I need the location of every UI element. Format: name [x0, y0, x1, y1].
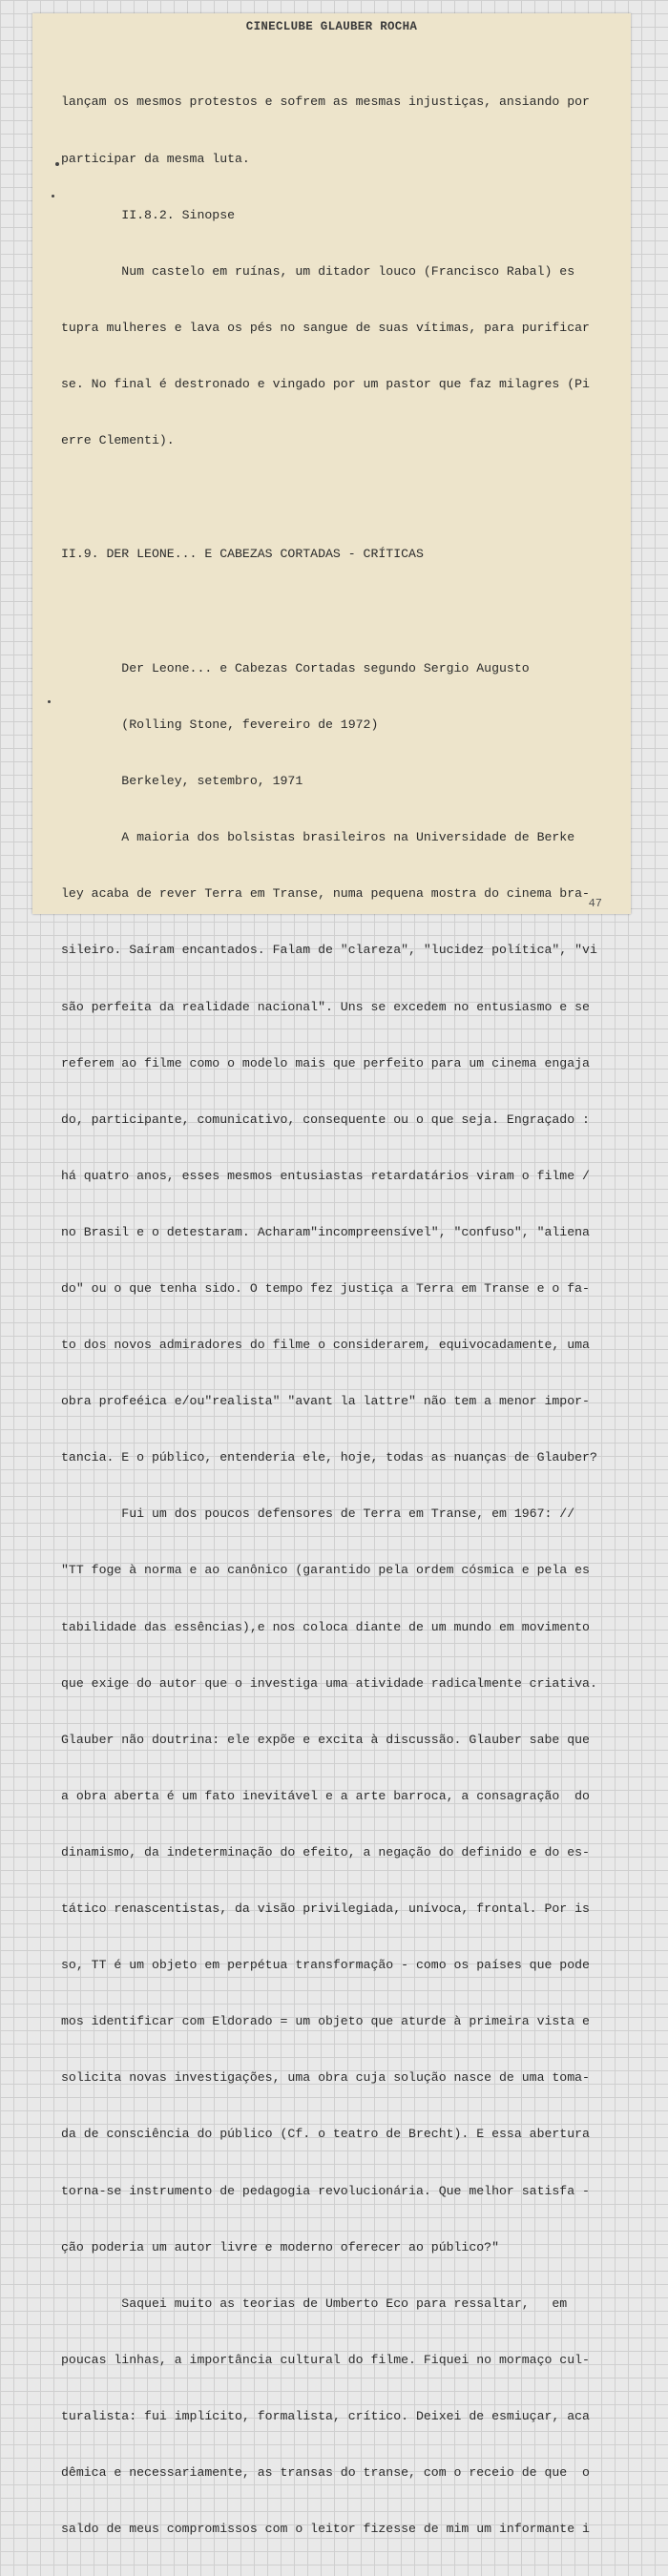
document-page	[32, 13, 631, 2537]
text-line: do, participante, comunicativo, consequente ou o que seja. Engraçado :	[61, 1111, 590, 1127]
text-line: que exige do autor que o investiga uma atividade radicalmente criativa.	[61, 1675, 597, 1691]
text-line: participar da mesma luta.	[61, 151, 250, 166]
text-line: tancia. E o público, entenderia ele, hoje, todas as nuanças de Glauber?	[61, 1450, 597, 1465]
text-line: tupra mulheres e lava os pés no sangue de suas vítimas, para purificar	[61, 320, 590, 335]
text-line: Fui um dos poucos defensores de Terra em Transe, em 1967: //	[61, 1506, 575, 1522]
ink-dot	[48, 700, 51, 703]
text-line: tático renascentistas, da visão privilegiada, unívoca, frontal. Por is	[61, 1901, 590, 1917]
text-line: "TT foge à norma e ao canônico (garantido pela ordem cósmica e pela es	[61, 1563, 590, 1578]
text-line: ção poderia um autor livre e moderno oferecer ao público?"	[61, 2239, 499, 2254]
text-line: so, TT é um objeto em perpétua transformação - como os países que pode	[61, 1958, 590, 1973]
text-line: (Rolling Stone, fevereiro de 1972)	[61, 717, 379, 733]
text-line: no Brasil e o detestaram. Acharam"incompreensível", "confuso", "aliena	[61, 1224, 590, 1239]
text-line: II.8.2. Sinopse	[61, 207, 236, 222]
text-line: poucas linhas, a importância cultural do filme. Fiquei no mormaço cul-	[61, 2352, 590, 2367]
text-line: saldo de meus compromissos com o leitor fizesse de mim um informante i	[61, 2522, 590, 2537]
text-line: lançam os mesmos protestos e sofrem as mesmas injustiças, ansiando por	[61, 94, 590, 110]
text-line: do" ou o que tenha sido. O tempo fez justiça a Terra em Transe e o fa-	[61, 1281, 590, 1296]
text-line: da de consciência do público (Cf. o teatro de Brecht). E essa abertura	[61, 2127, 590, 2142]
text-line: sileiro. Saíram encantados. Falam de "clareza", "lucidez política", "vi	[61, 943, 597, 958]
text-line: se. No final é destronado e vingado por um pastor que faz milagres (Pi	[61, 376, 590, 391]
section-heading-criticas: II.9. DER LEONE... E CABEZAS CORTADAS - CRÍTICAS	[61, 547, 424, 562]
text-line: mos identificar com Eldorado = um objeto que aturde à primeira vista e	[61, 2014, 590, 2029]
page-header: CINECLUBE GLAUBER ROCHA	[245, 20, 418, 33]
section-heading-sinopse	[61, 206, 605, 225]
ink-dot	[52, 195, 54, 197]
ink-dot	[55, 162, 59, 166]
text-line: Num castelo em ruínas, um ditador louco (Francisco Rabal) es	[61, 263, 575, 279]
text-line: dêmica e necessariamente, as transas do transe, com o receio de que o	[61, 2464, 590, 2480]
text-line: tabilidade das essências),e nos coloca diante de um mundo em movimento	[61, 1619, 590, 1634]
text-line: ley acaba de rever Terra em Transe, numa pequena mostra do cinema bra-	[61, 886, 590, 902]
text-line: torna-se instrumento de pedagogia revolucionária. Que melhor satisfa -	[61, 2183, 590, 2198]
text-line: erre Clementi).	[61, 432, 175, 447]
text-line: referem ao filme como o modelo mais que perfeito para um cinema engaja	[61, 1055, 590, 1070]
text-line: há quatro anos, esses mesmos entusiastas retardatários viram o filme /	[61, 1168, 590, 1183]
text-line: turalista: fui implícito, formalista, crítico. Deixei de esmiuçar, aca	[61, 2408, 590, 2423]
text-line: Saquei muito as teorias de Umberto Eco para ressaltar, em	[61, 2296, 568, 2311]
text-line: obra profeéica e/ou"realista" "avant la lattre" não tem a menor impor-	[61, 1394, 590, 1409]
text-line: to dos novos admiradores do filme o considerarem, equivocadamente, uma	[61, 1338, 590, 1353]
blank-line	[61, 488, 605, 508]
text-line: a obra aberta é um fato inevitável e a arte barroca, a consagração do	[61, 1788, 590, 1803]
text-line: solicita novas investigações, uma obra cuja solução nasce de uma toma-	[61, 2070, 590, 2086]
text-line: Glauber não doutrina: ele expõe e excita à discussão. Glauber sabe que	[61, 1732, 590, 1747]
blank-line	[61, 602, 605, 622]
page-body	[61, 55, 605, 2576]
page-number: 47	[588, 897, 602, 910]
text-line: A maioria dos bolsistas brasileiros na Universidade de Berke	[61, 830, 575, 845]
text-line: Berkeley, setembro, 1971	[61, 774, 303, 789]
text-line: Der Leone... e Cabezas Cortadas segundo Sergio Augusto	[61, 660, 530, 675]
text-line: dinamismo, da indeterminação do efeito, a negação do definido e do es-	[61, 1844, 590, 1859]
text-line: são perfeita da realidade nacional". Uns se excedem no entusiasmo e se	[61, 999, 590, 1014]
